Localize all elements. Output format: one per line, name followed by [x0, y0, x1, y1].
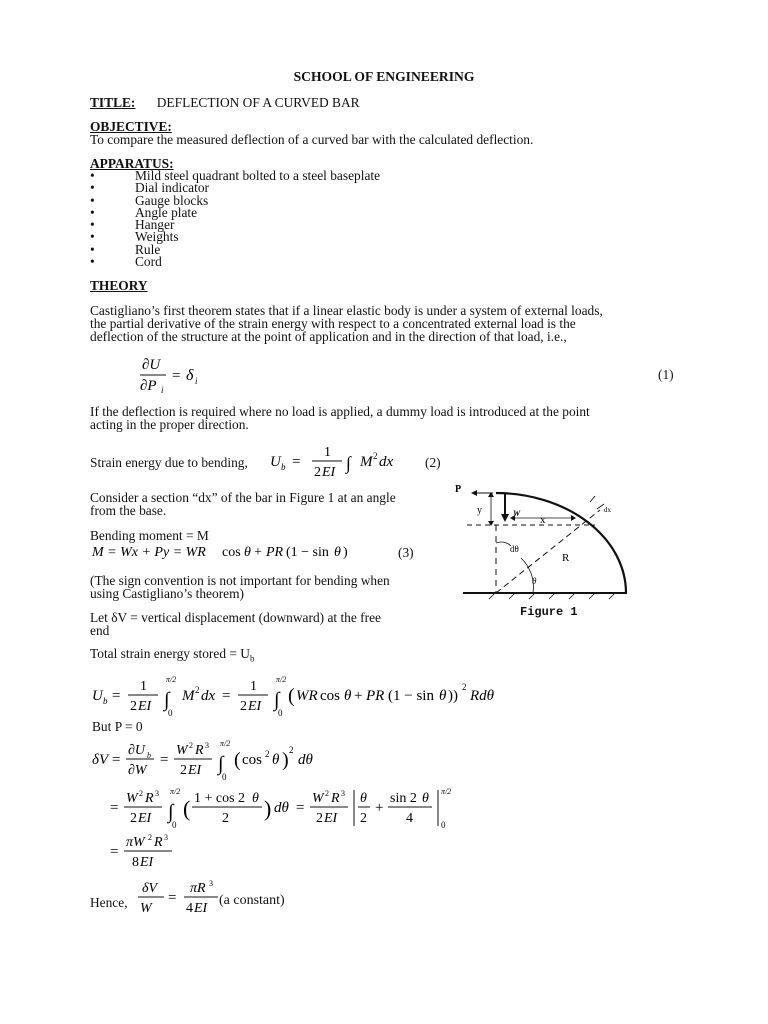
theory-para1-line3: deflection of the structure at the point of application and in the direction of that load, i.e., [90, 329, 567, 344]
svg-text:8: 8 [132, 855, 139, 870]
svg-text:+: + [254, 545, 262, 560]
figure-label-dtheta: dθ [510, 544, 519, 554]
svg-text:2: 2 [265, 749, 270, 759]
svg-text:EI: EI [194, 901, 208, 916]
svg-text:EI: EI [138, 699, 152, 714]
equation-ub-integral [88, 672, 648, 720]
list-item: • Mild steel quadrant bolted to a steel baseplate [90, 168, 381, 183]
svg-text:π/2: π/2 [170, 787, 181, 796]
svg-text:): ) [343, 545, 348, 560]
list-item: • Hanger [90, 217, 175, 233]
svg-text:M: M [360, 454, 373, 470]
figure-label-theta: θ [532, 576, 537, 586]
svg-text:EI: EI [188, 763, 202, 778]
list-item: • Rule [90, 241, 161, 257]
list-item: • Weights [90, 229, 179, 245]
svg-text:0: 0 [168, 708, 173, 718]
svg-text:): ) [282, 749, 289, 771]
svg-text:EI: EI [324, 811, 338, 826]
svg-text:R: R [145, 791, 154, 806]
theory-para1-line1: Castigliano’s first theorem states that if a linear elastic body is under a system of external loads, [90, 303, 603, 318]
svg-text:3: 3 [341, 789, 345, 798]
svg-text:θ: θ [360, 791, 367, 806]
let-line1: Let δV = vertical displacement (downward) at the free [90, 610, 381, 625]
svg-text:3: 3 [164, 833, 168, 842]
figure-label-dx: dx [604, 506, 611, 514]
svg-text:∂U: ∂U [128, 743, 146, 758]
theory-label: THEORY [90, 278, 148, 293]
svg-text:dθ: dθ [298, 752, 313, 768]
sign-convention-line1: (The sign convention is not important for bending when [90, 573, 390, 588]
svg-text:2: 2 [316, 811, 323, 826]
svg-text:cos: cos [320, 688, 340, 704]
equation-3-number: (3) [398, 545, 414, 560]
svg-text:2: 2 [462, 682, 467, 692]
svg-text:R: R [154, 835, 163, 850]
svg-text:θ: θ [422, 791, 429, 806]
svg-text:3: 3 [209, 879, 213, 888]
equation-deltav-expanded [88, 784, 488, 832]
objective-label: OBJECTIVE: [90, 119, 172, 134]
svg-text:cos: cos [242, 752, 262, 768]
equation-2-number: (2) [425, 455, 441, 470]
strain-energy-text: Strain energy due to bending, [90, 455, 248, 470]
svg-text:EI: EI [248, 699, 262, 714]
constant-note: (a constant) [219, 893, 285, 908]
svg-text:Rdθ: Rdθ [470, 688, 495, 704]
svg-text:0: 0 [172, 820, 177, 830]
list-item: • Angle plate [90, 204, 198, 220]
svg-text:∫: ∫ [164, 689, 170, 711]
equation-3 [90, 540, 390, 562]
objective-text: To compare the measured deflection of a curved bar with the calculated deflection. [90, 132, 534, 147]
svg-text:b: b [103, 696, 108, 706]
svg-text:W: W [140, 901, 152, 916]
svg-text:=: = [172, 368, 181, 384]
svg-text:): ) [264, 796, 272, 821]
svg-text:+: + [375, 800, 384, 816]
svg-text:0: 0 [278, 708, 283, 718]
hence-text: Hence, [90, 895, 128, 910]
svg-text:=: = [292, 454, 301, 470]
svg-text:=: = [110, 800, 119, 816]
svg-text:(: ( [234, 749, 241, 771]
svg-text:=: = [296, 800, 305, 816]
svg-text:2: 2 [130, 699, 137, 714]
svg-text:π/2: π/2 [276, 675, 287, 684]
svg-text:1: 1 [140, 679, 147, 694]
title-label: TITLE: [90, 95, 136, 110]
svg-text:2: 2 [130, 811, 137, 826]
svg-text:3: 3 [205, 741, 209, 750]
svg-text:2: 2 [139, 789, 143, 798]
svg-text:3: 3 [155, 789, 159, 798]
svg-text:π/2: π/2 [220, 739, 231, 748]
svg-text:PR: PR [366, 688, 385, 704]
svg-text:+: + [354, 688, 363, 704]
svg-text:2: 2 [373, 451, 378, 461]
but-p-equals-zero: But P = 0 [92, 719, 143, 734]
svg-text:dθ: dθ [274, 800, 289, 816]
svg-text:(1 − sin: (1 − sin [388, 688, 434, 704]
theory-para2-line2: acting in the proper direction. [90, 417, 249, 432]
svg-text:δV: δV [92, 752, 109, 768]
svg-text:θ: θ [334, 545, 341, 560]
svg-text:θ: θ [244, 545, 251, 560]
svg-text:δ: δ [186, 367, 194, 384]
svg-text:2: 2 [148, 833, 152, 842]
svg-text:∫: ∫ [168, 801, 174, 823]
equation-deltav-result [88, 830, 248, 874]
list-item: • Dial indicator [90, 180, 209, 196]
svg-text:2: 2 [240, 699, 247, 714]
svg-text:cos: cos [222, 545, 241, 560]
svg-text:θ: θ [252, 791, 259, 806]
title-text: DEFLECTION OF A CURVED BAR [156, 95, 360, 110]
svg-text:πW: πW [126, 835, 145, 850]
svg-text:W: W [176, 743, 188, 758]
consider-line1: Consider a section “dx” of the bar in Figure 1 at an angle [90, 490, 396, 505]
apparatus-list [90, 168, 381, 270]
svg-text:π/2: π/2 [441, 787, 452, 796]
svg-text:2: 2 [222, 811, 229, 826]
svg-text:2: 2 [289, 745, 294, 755]
svg-text:2: 2 [189, 741, 193, 750]
svg-text:θ: θ [344, 688, 352, 704]
equation-deltav [88, 736, 388, 784]
figure-label-p: P [455, 484, 462, 495]
svg-text:πR: πR [190, 881, 206, 896]
svg-text:EI: EI [140, 855, 154, 870]
figure-label-y: y [477, 505, 482, 516]
svg-text:2: 2 [325, 789, 329, 798]
svg-text:θ: θ [439, 688, 447, 704]
svg-text:2: 2 [314, 465, 321, 480]
sign-convention-line2: using Castigliano’s theorem) [90, 586, 244, 601]
svg-text:∫: ∫ [346, 453, 351, 473]
school-heading: SCHOOL OF ENGINEERING [293, 69, 475, 84]
svg-text:π/2: π/2 [166, 675, 177, 684]
svg-text:1: 1 [250, 679, 257, 694]
bending-moment-text: Bending moment = M [90, 528, 209, 543]
svg-text:=: = [168, 890, 177, 906]
svg-text:4: 4 [406, 811, 413, 826]
list-item: • Gauge blocks [90, 192, 209, 208]
svg-text:(: ( [288, 685, 295, 707]
equation-2 [270, 440, 420, 482]
svg-text:PR: PR [266, 545, 284, 560]
list-item: • Cord [90, 254, 162, 270]
svg-text:=: = [222, 688, 231, 704]
svg-text:=: = [112, 688, 121, 704]
svg-text:U: U [92, 688, 103, 704]
theory-para1-line2: the partial derivative of the strain energy with respect to a concentrated external load is the [90, 316, 576, 331]
svg-text:∫: ∫ [218, 753, 224, 775]
consider-line2: from the base. [90, 503, 167, 518]
svg-text:(1 − sin: (1 − sin [286, 545, 329, 560]
total-strain-text: Total strain energy stored = $U_b$ [90, 646, 255, 664]
svg-text:EI: EI [322, 465, 336, 480]
svg-text:dx: dx [379, 454, 394, 470]
equation-1-number: (1) [658, 367, 674, 382]
figure-caption: Figure 1 [520, 605, 578, 619]
svg-text:1 + cos 2: 1 + cos 2 [194, 791, 246, 806]
figure-label-r: R [562, 552, 570, 564]
svg-text:W: W [312, 791, 324, 806]
svg-text:R: R [331, 791, 340, 806]
svg-text:EI: EI [138, 811, 152, 826]
title-row [90, 96, 360, 109]
apparatus-label: APPARATUS: [90, 156, 174, 171]
svg-text:=: = [160, 752, 169, 768]
svg-text:∂P: ∂P [140, 378, 157, 394]
svg-text:0: 0 [441, 820, 446, 830]
svg-text:∂U: ∂U [142, 357, 161, 373]
svg-text:WR: WR [296, 688, 318, 704]
svg-text:∂W: ∂W [128, 763, 147, 778]
svg-text:U: U [270, 454, 281, 470]
svg-text:sin 2: sin 2 [390, 791, 417, 806]
svg-text:2: 2 [195, 685, 200, 695]
svg-text:b: b [147, 751, 151, 760]
svg-text:b: b [281, 462, 286, 472]
figure-label-w: W [513, 509, 521, 518]
svg-text:dx: dx [201, 688, 216, 704]
svg-text:2: 2 [180, 763, 187, 778]
svg-text:W: W [126, 791, 138, 806]
equation-1 [130, 354, 220, 396]
svg-text:δV: δV [142, 881, 158, 896]
svg-text:=: = [110, 844, 119, 860]
svg-text:∫: ∫ [274, 689, 280, 711]
svg-text:i: i [195, 376, 198, 386]
theory-para2-line1: If the deflection is required where no load is applied, a dummy load is introduced at the point [90, 404, 590, 419]
svg-text:(: ( [183, 796, 191, 821]
svg-text:2: 2 [360, 811, 367, 826]
svg-text:R: R [195, 743, 204, 758]
svg-text:4: 4 [186, 901, 193, 916]
svg-text:=: = [112, 752, 121, 768]
svg-text:0: 0 [222, 772, 227, 782]
svg-text:θ: θ [272, 752, 280, 768]
svg-text:)): )) [448, 688, 458, 704]
svg-text:M: M [182, 688, 195, 704]
let-line2: end [90, 623, 110, 638]
svg-text:1: 1 [324, 445, 331, 460]
figure-label-x: x [540, 514, 546, 526]
svg-text:i: i [161, 385, 164, 395]
svg-text:M = Wx + Py = WR: M = Wx + Py = WR [92, 545, 206, 560]
